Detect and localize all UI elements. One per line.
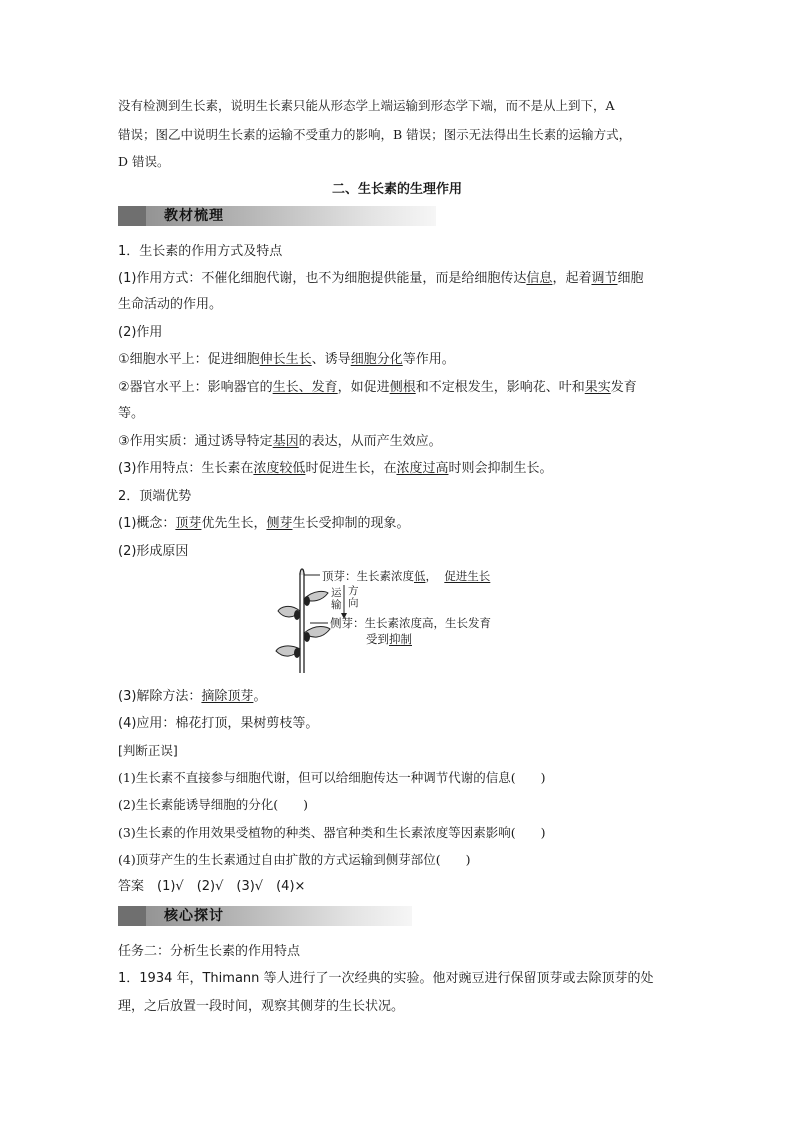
text: (3)作用特点：生长素在: [118, 461, 254, 476]
underlined-answer: 侧芽: [266, 516, 293, 531]
bar-label: 核心探讨: [164, 908, 224, 924]
underlined-answer: 信息: [526, 271, 553, 286]
bar-label: 教材梳理: [164, 208, 224, 224]
text: 发育: [610, 380, 637, 395]
text: 。: [253, 689, 267, 704]
apical-bud-label: [322, 569, 490, 583]
text: 的表达，从而产生效应。: [298, 434, 442, 449]
text: 细胞: [617, 271, 644, 286]
task-1-line-2: 理，之后放置一段时间，观察其侧芽的生长状况。: [118, 999, 405, 1014]
text: ，: [425, 569, 437, 583]
text: 时则会抑制生长。: [448, 461, 553, 476]
heading-2: 2．顶端优势: [118, 489, 192, 504]
transport-label-right: 方向: [348, 585, 359, 609]
p2-4-line: (4)应用：棉花打顶，果树剪枝等。: [118, 716, 319, 731]
p1-3-line: [118, 460, 552, 478]
underlined-answer: 果实: [584, 380, 611, 395]
p1-1-line: [118, 270, 643, 288]
text: 生长受抑制的现象。: [292, 516, 410, 531]
text: ③作用实质：通过诱导特定: [118, 434, 273, 449]
underlined-answer: 摘除顶芽: [201, 689, 254, 704]
intro-line-2: 错误；图乙中说明生长素的运输不受重力的影响，B 错误；图示无法得出生长素的运输方式，: [118, 127, 632, 142]
text: ，如促进: [337, 380, 390, 395]
underlined-answer: 生长、发育: [272, 380, 338, 395]
p1-2-line: (2)作用: [118, 325, 163, 340]
underlined-answer: 浓度较低: [253, 461, 306, 476]
intro-line-3: D 错误。: [118, 154, 170, 169]
text: 和不定根发生，影响花、叶和: [415, 380, 585, 395]
text: 时促进生长，在: [305, 461, 397, 476]
p1-2b-line: [118, 379, 637, 397]
heading-1: 1．生长素的作用方式及特点: [118, 244, 283, 259]
judge-item-1: (1)生长素不直接参与细胞代谢，但可以给细胞传达一种调节代谢的信息( ): [118, 770, 546, 785]
transport-label-left: 运输: [331, 587, 342, 611]
text: (3)解除方法：: [118, 689, 202, 704]
text: ，起着: [552, 271, 592, 286]
p1-2c-line: [118, 433, 442, 451]
apical-dominance-figure: [270, 563, 530, 681]
underlined-answer: 伸长生长: [259, 352, 312, 367]
text: 受到: [366, 632, 389, 646]
p2-3-line: [118, 688, 266, 706]
section-bar-core: [118, 906, 412, 926]
p2-1-line: [118, 515, 409, 533]
underlined-answer: 低: [414, 569, 426, 583]
judge-item-3: (3)生长素的作用效果受植物的种类、器官种类和生长素浓度等因素影响( ): [118, 825, 546, 840]
underlined-answer: 调节: [591, 271, 618, 286]
p1-1-line-2: 生命活动的作用。: [118, 297, 223, 312]
underlined-answer: 侧根: [389, 380, 416, 395]
underlined-answer: 顶芽: [175, 516, 202, 531]
section-title: 二、生长素的生理作用: [331, 182, 462, 197]
text: ①细胞水平上：促进细胞: [118, 352, 260, 367]
text: (1)概念：: [118, 516, 176, 531]
text: 、诱导: [311, 352, 351, 367]
bar-block: [118, 906, 146, 926]
judge-item-4: (4)顶芽产生的生长素通过自由扩散的方式运输到侧芽部位( ): [118, 852, 471, 867]
bar-block: [118, 206, 146, 226]
text: 等作用。: [402, 352, 455, 367]
section-bar-textbook: [118, 206, 436, 226]
judge-item-2: (2)生长素能诱导细胞的分化( ): [118, 797, 308, 812]
lateral-bud-label-2: [366, 632, 412, 646]
underlined-answer: 促进生长: [444, 569, 491, 583]
text: (1)作用方式：不催化细胞代谢，也不为细胞提供能量，而是给细胞传达: [118, 271, 527, 286]
judge-heading: [判断正误]: [118, 743, 178, 758]
task-1-line-1: 1．1934 年，Thimann 等人进行了一次经典的实验。他对豌豆进行保留顶芽或去除顶芽的处: [118, 971, 654, 986]
text: ②器官水平上：影响器官的: [118, 380, 273, 395]
text: 顶芽：生长素浓度: [322, 569, 414, 583]
intro-line-1: 没有检测到生长素，说明生长素只能从形态学上端运输到形态学下端，而不是从上到下，A: [118, 98, 615, 113]
task-heading: 任务二：分析生长素的作用特点: [118, 944, 301, 959]
p2-2-line: (2)形成原因: [118, 544, 189, 559]
underlined-answer: 抑制: [389, 632, 412, 646]
lateral-bud-label: 侧芽：生长素浓度高，生长发育: [330, 616, 491, 630]
answer-line: 答案 (1)√ (2)√ (3)√ (4)×: [118, 879, 306, 894]
p1-2a-line: [118, 351, 455, 369]
text: 优先生长，: [201, 516, 267, 531]
underlined-answer: 基因: [272, 434, 299, 449]
underlined-answer: 浓度过高: [396, 461, 449, 476]
underlined-answer: 细胞分化: [350, 352, 403, 367]
p1-2b-line-2: 等。: [118, 406, 145, 421]
